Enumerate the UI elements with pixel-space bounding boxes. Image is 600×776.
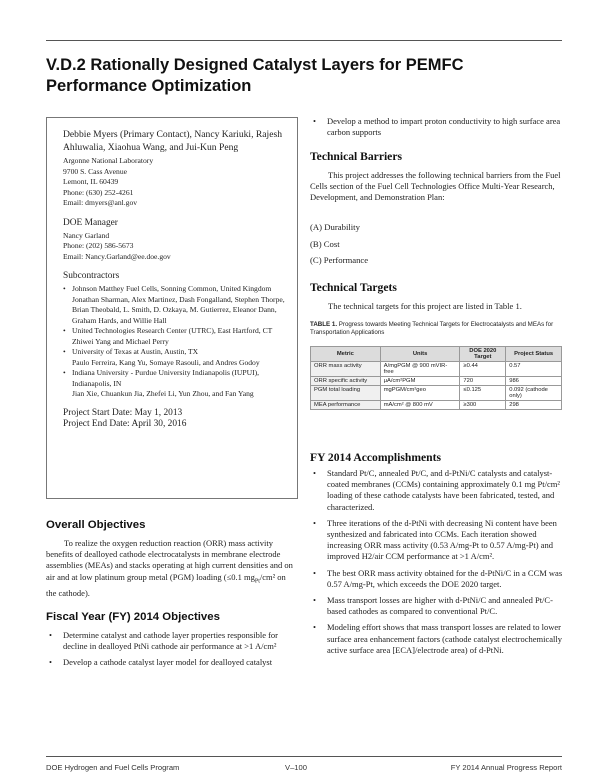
table-cell: mA/cm² @ 800 mV [380, 401, 460, 410]
list-item [63, 326, 291, 347]
address-line-2: Lemont, IL 60439 [63, 177, 119, 186]
list-item: • Mass transport losses are higher with d-PtNi/C and annealed Pt/C-based cathodes as compared to conventional Pt/C. [310, 595, 564, 617]
table-cell: 720 [460, 377, 506, 386]
project-end-date: Project End Date: April 30, 2016 [63, 419, 187, 429]
org-name: Argonne National Laboratory [63, 156, 154, 165]
column-header: Units [380, 347, 460, 362]
doe-manager-name: Nancy Garland [63, 230, 110, 240]
doe-manager-email[interactable]: Email: Nancy.Garland@ee.doe.gov [63, 251, 171, 261]
column-header: Project Status [506, 347, 562, 362]
doe-manager-phone: Phone: (202) 586-5673 [63, 241, 134, 250]
page-number: V–100 [285, 763, 307, 772]
table-cell: 298 [506, 401, 562, 410]
subcontractor-name: • United Technologies Research Center (UTRC), East Hartford, CT [72, 326, 273, 335]
table-cell: μA/cm²PGM [380, 377, 460, 386]
technical-barriers-text: This project addresses the following technical barriers from the Fuel Cells section of the Fuel Cell Technologies Office Multi-Year Research, Development, and Demonstration Plan: [310, 170, 561, 203]
subcontractors-heading: Subcontractors [63, 271, 120, 281]
address-line-1: 9700 S. Cass Avenue [63, 166, 127, 176]
table-cell: ORR specific activity [311, 377, 381, 386]
table-header-row [311, 347, 562, 362]
barrier-list [310, 222, 510, 272]
list-item: (C) Performance [310, 255, 369, 265]
overall-objectives-heading: Overall Objectives [46, 519, 146, 531]
page-title: V.D.2 Rationally Designed Catalyst Layers for PEMFC Performance Optimization [46, 56, 464, 95]
footer-right: FY 2014 Annual Progress Report [450, 763, 562, 772]
table-caption [310, 321, 564, 338]
list-item: • Standard Pt/C, annealed Pt/C, and d-PtNi/C catalysts and catalyst-coated membranes (CCMs) containing approximately 0.1 mg Pt/cm² loading of these cathode catalysts have been fabricated, tested, and characterized. [310, 468, 564, 513]
list-item [63, 347, 291, 368]
fy-objectives-list-continued [310, 116, 564, 143]
list-item: • Develop a cathode catalyst layer model for dealloyed catalyst [46, 657, 296, 668]
targets-table [310, 346, 562, 410]
subcontractor-people: Zhiwei Yang and Michael Perry [72, 336, 169, 346]
table-row [311, 362, 562, 377]
subcontractor-name: • Johnson Matthey Fuel Cells, Sonning Common, United Kingdom [72, 284, 272, 293]
table-cell: mgPGM/cm²geo [380, 386, 460, 401]
list-item: • Modeling effort shows that mass transport losses are related to lower surface area enhancement factors (cathode catalyst electrochemically active surface area [ECA]/electrode area) of d-PtNi. [310, 622, 564, 656]
list-item [63, 368, 291, 400]
table-cell: 986 [506, 377, 562, 386]
footer-rule [46, 756, 562, 757]
list-item: (B) Cost [310, 238, 340, 249]
table-caption-text: Progress towards Meeting Technical Targets for Electrocatalysts and MEAs for Transportation Applications [310, 321, 554, 337]
table-cell: 0.092 (cathode only) [506, 386, 562, 401]
list-item: (A) Durability [310, 222, 360, 232]
table-cell: ORR mass activity [311, 362, 381, 377]
list-item [63, 284, 291, 326]
table-cell: MEA performance [311, 401, 381, 410]
list-item: • Determine catalyst and cathode layer properties responsible for decline in dealloyed PtNi cathode air performance at >1 A/cm² [46, 630, 296, 652]
technical-targets-heading: Technical Targets [310, 281, 397, 294]
list-item: • The best ORR mass activity obtained for the d-PtNi/C in a CCM was 0.57 A/mg-Pt, which exceeds the DOE 2020 target. [310, 568, 564, 590]
author-names: Debbie Myers (Primary Contact), Nancy Kariuki, Rajesh Ahluwalia, Xiaohua Wang, and Jui-Kun Peng [63, 129, 282, 153]
table-caption-label: TABLE 1. [310, 321, 338, 328]
contact-box [46, 117, 298, 499]
accomplishments-list [310, 468, 564, 661]
contact-email[interactable]: Email: dmyers@anl.gov [63, 198, 138, 207]
table-cell: A/mgPGM @ 900 mVIR-free [380, 362, 460, 377]
subcontractor-name: • University of Texas at Austin, Austin, TX [72, 347, 199, 356]
table-row [311, 401, 562, 410]
project-start-date: Project Start Date: May 1, 2013 [63, 407, 183, 418]
column-header: Metric [311, 347, 381, 362]
subcontractor-list [63, 284, 291, 400]
table-cell: 0.57 [506, 362, 562, 377]
list-item: • Three iterations of the d-PtNi with decreasing Ni content have been synthesized and fabricated into CCMs. Each iteration showed increasing ORR mass activity (0.53 A/mg-Pt to 0.57 A/mg-Pt) and improved H2/air CCM performance at >1 A/cm². [310, 518, 564, 563]
column-header: DOE 2020 Target [460, 347, 506, 362]
subcontractor-people: Paulo Ferreira, Kang Yu, Somaye Rasouli, and Andres Godoy [72, 357, 260, 367]
table-cell: ≥0.44 [460, 362, 506, 377]
doe-manager-heading: DOE Manager [63, 217, 118, 228]
subcontractor-name: • Indiana University - Purdue University Indianapolis (IUPUI), Indianapolis, IN [72, 368, 260, 388]
top-rule [46, 40, 562, 41]
table-row [311, 386, 562, 401]
footer-left: DOE Hydrogen and Fuel Cells Program [46, 763, 180, 772]
table-cell: PGM total loading [311, 386, 381, 401]
fy-objectives-heading: Fiscal Year (FY) 2014 Objectives [46, 611, 220, 623]
technical-targets-text: The technical targets for this project are listed in Table 1. [328, 301, 522, 311]
overall-objectives-text: To realize the oxygen reduction reaction (ORR) mass activity benefits of dealloyed cathode electrocatalysts in membrane electrode assemblies (MEAs) and stacks operating at high current densities and on air and at low platinum group metal (PGM) loading (≤0.1 $mg_{Pt}$/cm² on the cathode). [46, 538, 293, 598]
fy-objectives-list [46, 630, 296, 674]
contact-phone: Phone: (630) 252-4261 [63, 187, 134, 197]
table-cell: ≤0.125 [460, 386, 506, 401]
accomplishments-heading: FY 2014 Accomplishments [310, 451, 441, 464]
table-cell: ≥300 [460, 401, 506, 410]
table-row [311, 377, 562, 386]
technical-barriers-heading: Technical Barriers [310, 150, 402, 163]
subcontractor-people: Jonathan Sharman, Alex Martinez, Dash Fongalland, Stephen Thorpe, Brian Theobald, L. Smith, D. Ozkaya, M. Gutierrez, Eleanor Dann, Graham Hards, and Willie Hall [72, 294, 285, 325]
list-item: • Develop a method to impart proton conductivity to high surface area carbon supports [310, 116, 564, 138]
subcontractor-people: Jian Xie, Chuankun Jia, Zhefei Li, Yun Zhou, and Fan Yang [72, 389, 254, 398]
